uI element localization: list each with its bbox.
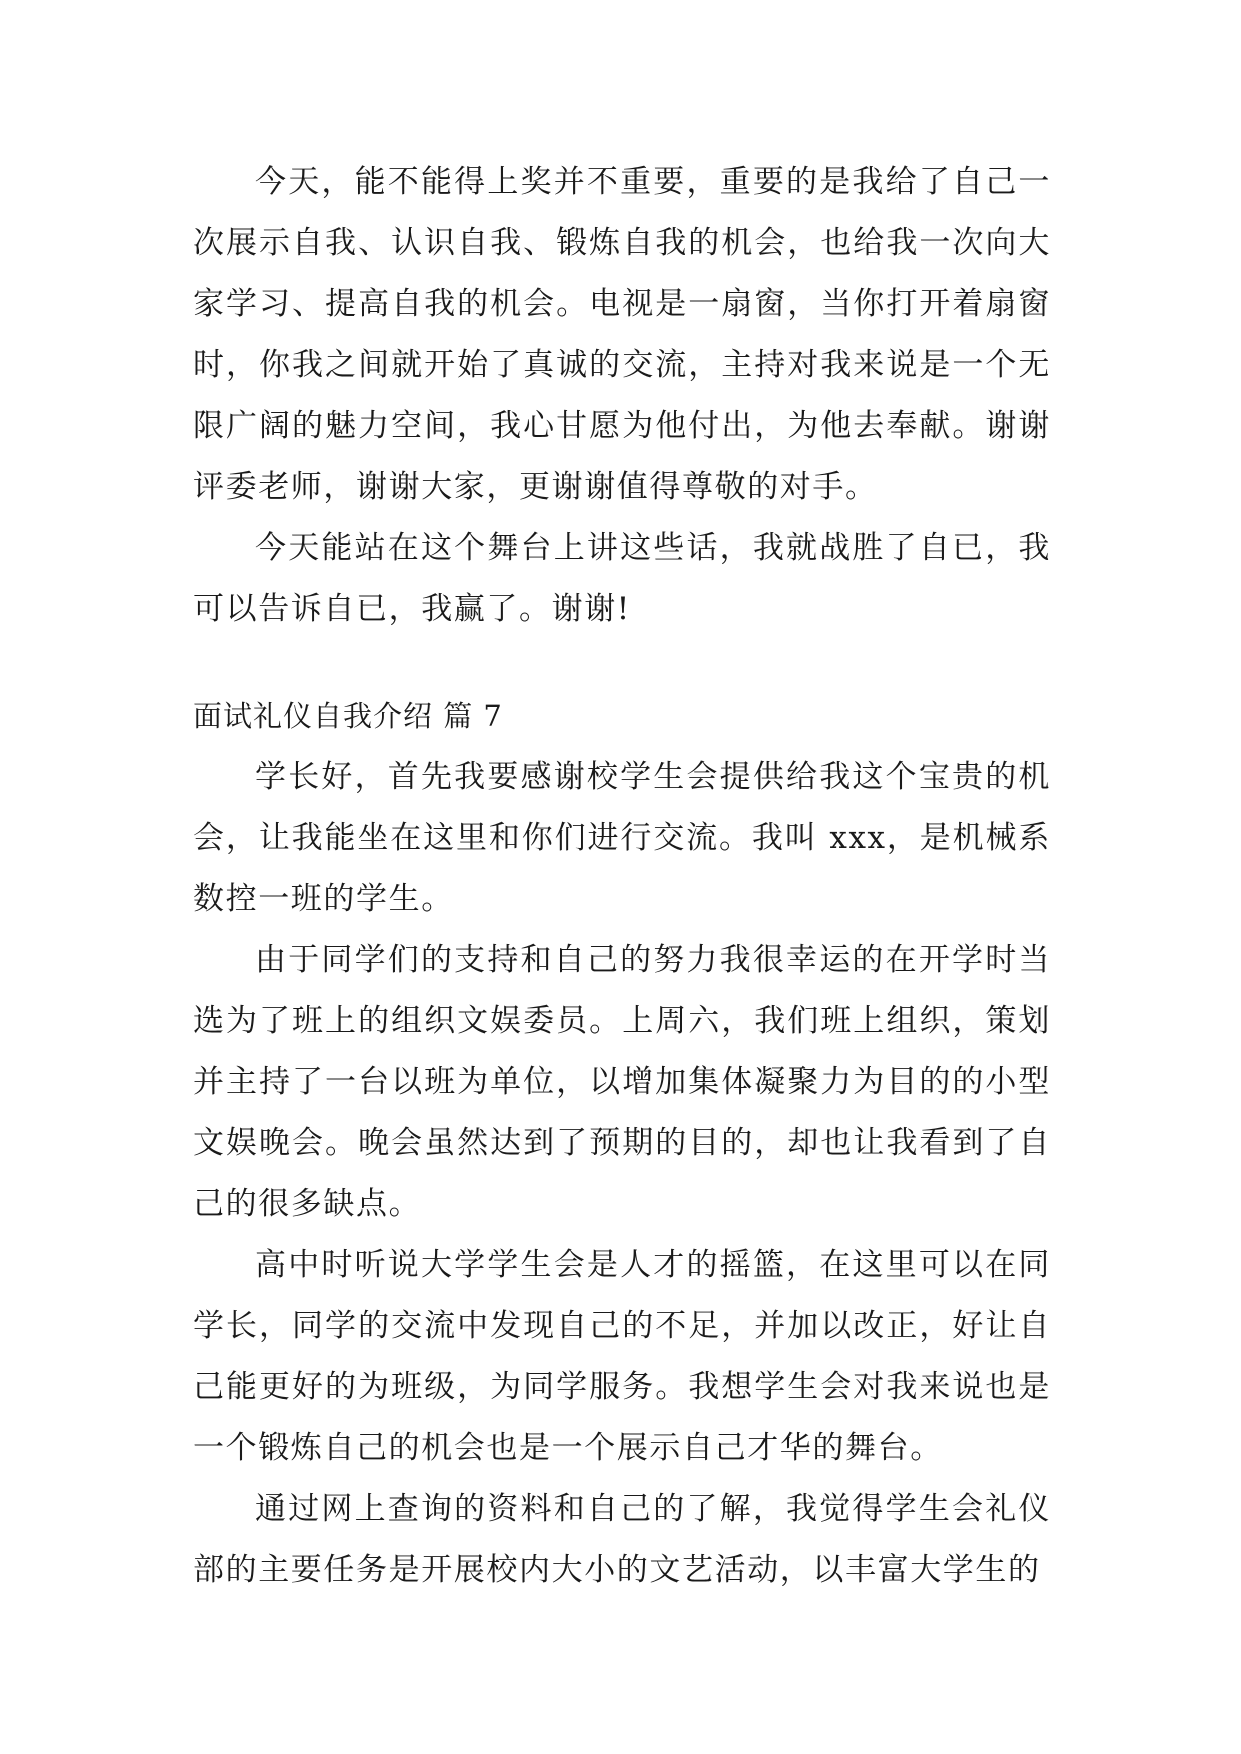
paragraph: 通过网上查询的资料和自己的了解，我觉得学生会礼仪部的主要任务是开展校内大小的文艺活动，以丰富大学生的 [193,1491,1051,1588]
section-heading: 面试礼仪自我介绍 篇 7 [193,699,503,733]
document-page [193,152,1051,1601]
paragraph: 今天，能不能得上奖并不重要，重要的是我给了自己一次展示自我、认识自我、锻炼自我的机会，也给我一次向大家学习、提高自我的机会。电视是一扇窗，当你打开着扇窗时，你我之间就开始了真诚的交流，主持对我来说是一个无限广阔的魅力空间，我心甘愿为他付出，为他去奉献。谢谢评委老师，谢谢大家，更谢谢值得尊敬的对手。 [193,164,1051,505]
paragraph: 学长好，首先我要感谢校学生会提供给我这个宝贵的机会，让我能坐在这里和你们进行交流。我叫 xxx，是机械系数控一班的学生。 [193,759,1051,917]
paragraph: 今天能站在这个舞台上讲这些话，我就战胜了自已，我可以告诉自已，我赢了。谢谢! [193,530,1051,627]
paragraph: 高中时听说大学学生会是人才的摇篮，在这里可以在同学长，同学的交流中发现自己的不足，并加以改正，好让自己能更好的为班级，为同学服务。我想学生会对我来说也是一个锻炼自己的机会也是一个展示自己才华的舞台。 [193,1247,1051,1466]
paragraph: 由于同学们的支持和自己的努力我很幸运的在开学时当选为了班上的组织文娱委员。上周六，我们班上组织，策划并主持了一台以班为单位，以增加集体凝聚力为目的的小型文娱晚会。晚会虽然达到了预期的目的，却也让我看到了自己的很多缺点。 [193,942,1051,1222]
